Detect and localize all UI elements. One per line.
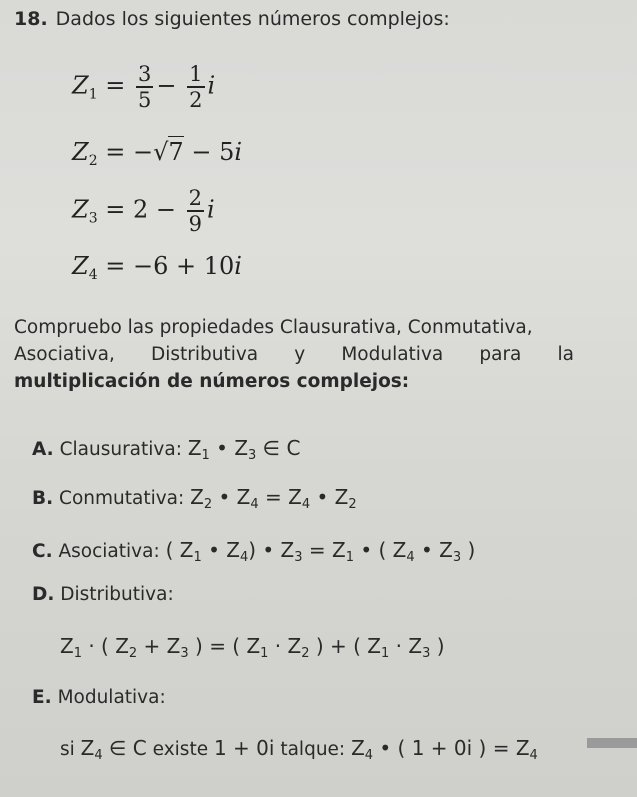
z1-real-fraction: $\frac{3}{5}$ xyxy=(138,62,152,112)
instruction-line-2: Asociativa, Distributiva y Modulativa para la xyxy=(14,344,574,365)
problem-title: Dados los siguientes números complejos: xyxy=(55,8,450,30)
z2-definition: $Z_2 = -√7 - 5i$ xyxy=(72,138,243,169)
item-e-statement: si $Z_4$ ∈ C existe 1 + 0i talque: $Z_4$ • ( 1 + 0i ) = $Z_4$ xyxy=(60,736,538,763)
item-c: C. Asociativa: ( $Z_1$ • $Z_4$) • $Z_3 = Z_1$ • ( $Z_4$ • $Z_3$ ) xyxy=(32,538,476,565)
item-c-expression: ( $Z_1$ • $Z_4$) • $Z_3 = Z_1$ • ( $Z_4$ • $Z_3$ ) xyxy=(165,538,476,565)
item-a: A. Clausurativa: $Z_1$ • $Z_3$ ∈ C xyxy=(32,436,301,463)
item-d-expression: $Z_1$ · ( $Z_2 + Z_3$ ) = ( $Z_1 \cdot Z_2$ ) + ( $Z_1 \cdot Z_3$ ) xyxy=(60,634,445,661)
problem-heading xyxy=(14,8,450,30)
z3-definition: $Z_3 = 2$ − $\frac{2}{9}$ i xyxy=(72,186,215,236)
item-e-expr1: $Z_4$ ∈ C xyxy=(80,736,147,763)
problem-number: 18. xyxy=(14,8,48,30)
item-b: B. Conmutativa: $Z_2$ • $Z_4 = Z_4$ • $Z_2$ xyxy=(32,485,357,512)
item-e-expr3: $Z_4$ • ( 1 + 0i ) = $Z_4$ xyxy=(351,736,538,763)
instruction-line-3: multiplicación de números complejos: xyxy=(14,371,410,392)
z1-definition: $Z_1$ = $\frac{3}{5}$ − $\frac{1}{2}$ i xyxy=(72,62,216,112)
item-e: E. Modulativa: xyxy=(32,687,166,708)
item-a-expression: $Z_1$ • $Z_3$ ∈ C xyxy=(187,436,301,463)
paper-edge-shadow xyxy=(587,738,637,748)
item-b-expression: $Z_2$ • $Z_4 = Z_4$ • $Z_2$ xyxy=(190,485,357,512)
z3-imag-fraction: $\frac{2}{9}$ xyxy=(188,186,203,236)
item-d: D. Distributiva: xyxy=(32,584,174,605)
instruction-line-1: Compruebo las propiedades Clausurativa, Conmutativa, xyxy=(14,317,533,338)
z4-definition: $Z_4 = -6 + 10i$ xyxy=(72,252,242,283)
z1-imag-fraction: $\frac{1}{2}$ xyxy=(189,62,203,112)
item-e-expr2: 1 + 0i xyxy=(213,736,275,760)
